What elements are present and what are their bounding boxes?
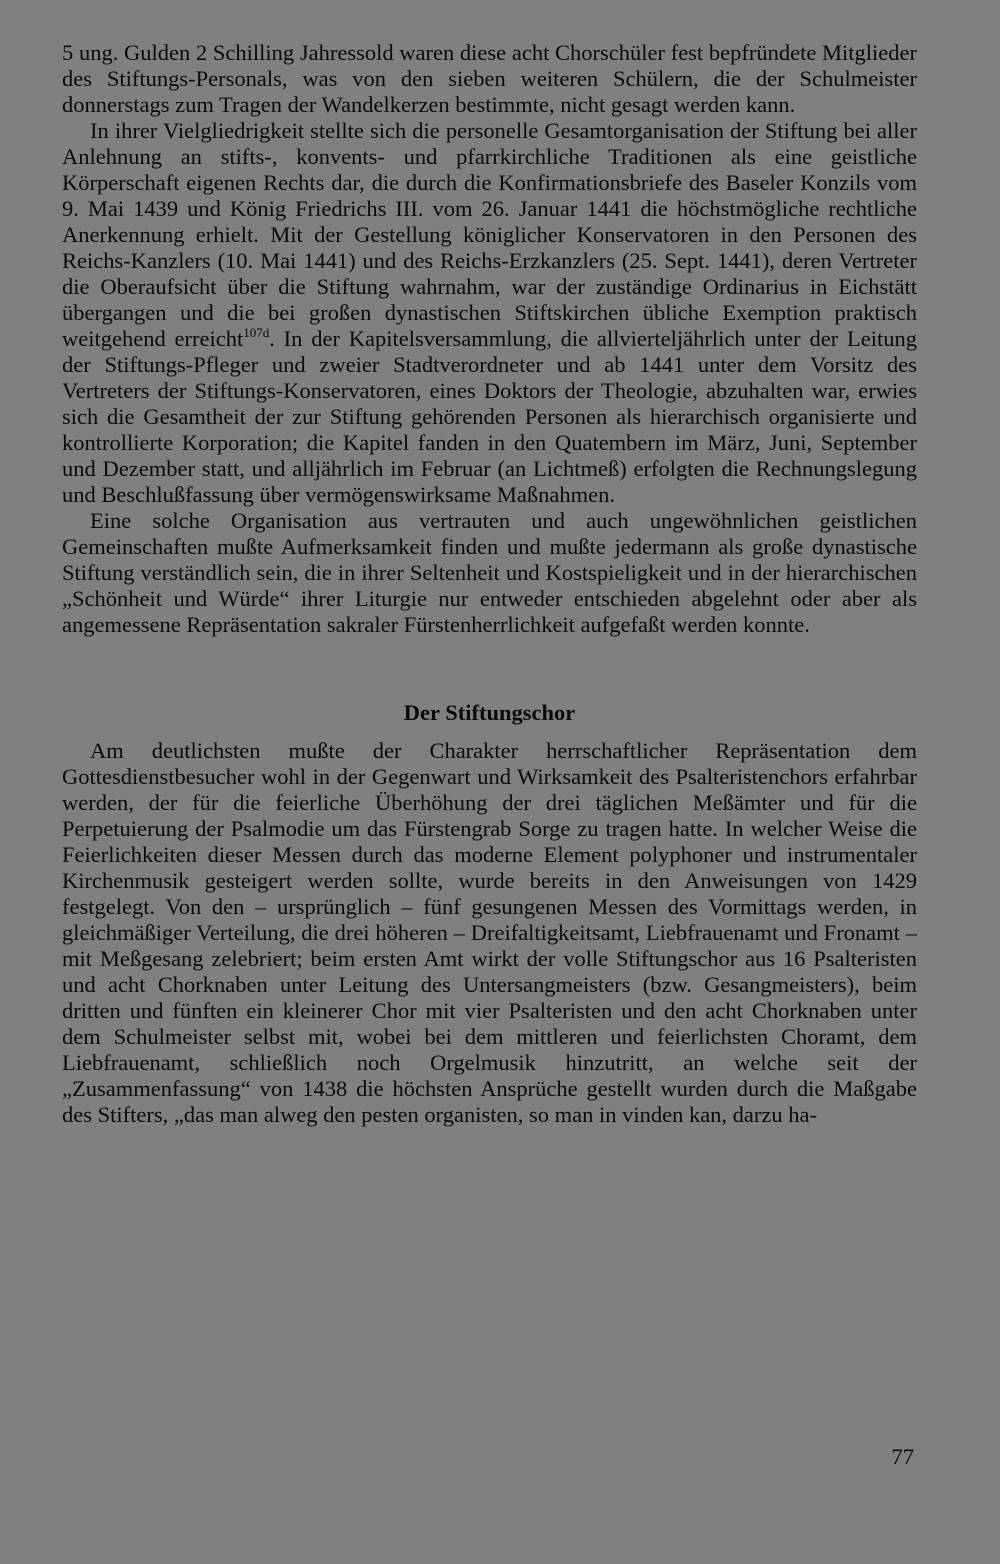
paragraph-choir: Am deutlichsten mußte der Charakter herrschaftlicher Repräsentation dem Gottesdienstbesucher wohl in der Gegenwart und Wirksamkeit des Psalteristenchors erfahrbar werden, der für die feierliche Überhöhung der drei täglichen Meßämter und für die Perpetuierung der Psalmodie um das Fürstengrab Sorge zu tragen hatte. In welcher Weise die Feierlichkeiten dieser Messen durch das moderne Element polyphoner und instrumentaler Kirchenmusik gesteigert werden sollte, wurde bereits in den Anweisungen von 1429 festgelegt. Von den – ursprünglich – fünf gesungenen Messen des Vormittags werden, in gleichmäßiger Verteilung, die drei höheren – Dreifaltigkeitsamt, Liebfrauenamt und Fronamt – mit Meßgesang zelebriert; beim ersten Amt wirkt der volle Stiftungschor aus 16 Psalteristen und acht Chorknaben unter Leitung des Untersangmeisters (bzw. Gesangmeisters), beim dritten und fünften ein kleinerer Chor mit vier Psalteristen und den acht Chorknaben unter dem Schulmeister selbst mit, wobei bei dem mittleren und feierlichsten Choramt, dem Liebfrauenamt, schließlich noch Orgelmusik hinzutritt, an welche seit der „Zusammenfassung“ von 1438 die höchsten Ansprüche gestellt wurden durch die Maßgabe des Stifters, „das man alweg den pesten organisten, so man in vinden kan, darzu ha- [62, 738, 917, 1127]
paragraph-choir-boys: 5 ung. Gulden 2 Schilling Jahressold waren diese acht Chorschüler fest bepfründete Mitglieder des Stiftungs-Personals, was von den sieben weiteren Schülern, die der Schulmeister donnerstags zum Tragen der Wandelkerzen bestimmte, nicht gesagt werden kann. [62, 40, 917, 117]
paragraph-representation: Eine solche Organisation aus vertrauten und auch ungewöhnlichen geistlichen Gemeinschaften mußte Aufmerksamkeit finden und mußte jedermann als große dynastische Stiftung verständlich sein, die in ihrer Seltenheit und Kostspieligkeit und in der hierarchischen „Schönheit und Würde“ ihrer Liturgie nur entweder entschieden abgelehnt oder aber als angemessene Repräsentation sakraler Fürstenherrlichkeit aufgefaßt werden konnte. [62, 508, 917, 637]
paragraph-organisation-continuation: . In der Kapitelsversammlung, die allvierteljährlich unter der Leitung der Stiftungs-Pfleger und zweier Stadtverordneter und ab 1441 unter dem Vorsitz des Vertreters der Stiftungs-Konservatoren, eines Doktors der Theologie, abzuhalten war, erwies sich die Gesamtheit der zur Stiftung gehörenden Personen als hierarchisch organisierte und kontrollierte Korporation; die Kapitel fanden in den Quatembern im März, Juni, September und Dezember statt, und alljährlich im Februar (an Lichtmeß) erfolgten die Rechnungslegung und Beschlußfassung über vermögenswirksame Maßnahmen. [62, 326, 917, 507]
paragraph-organisation-text: In ihrer Vielgliedrigkeit stellte sich die personelle Gesamtorganisation der Stiftung bei aller Anlehnung an stifts-, konvents- und pfarrkirchliche Traditionen als eine geistliche Körperschaft eigenen Rechts dar, die durch die Konfirmationsbriefe des Baseler Konzils vom 9. Mai 1439 und König Friedrichs III. vom 26. Januar 1441 die höchstmögliche rechtliche Anerkennung erhielt. Mit der Gestellung königlicher Konservatoren in den Personen des Reichs-Kanzlers (10. Mai 1441) und des Reichs-Erzkanzlers (25. Sept. 1441), deren Vertreter die Oberaufsicht über die Stiftung wahrnahm, war der zuständige Ordinarius in Eichstätt übergangen und die bei großen dynastischen Stiftskirchen übliche Exemption praktisch weitgehend erreicht [62, 118, 917, 351]
page-number: 77 [891, 1444, 914, 1469]
book-page [62, 40, 917, 1128]
paragraph-organisation [62, 118, 917, 508]
footnote-reference: 107d [243, 325, 270, 340]
section-heading: Der Stiftungschor [403, 700, 576, 725]
